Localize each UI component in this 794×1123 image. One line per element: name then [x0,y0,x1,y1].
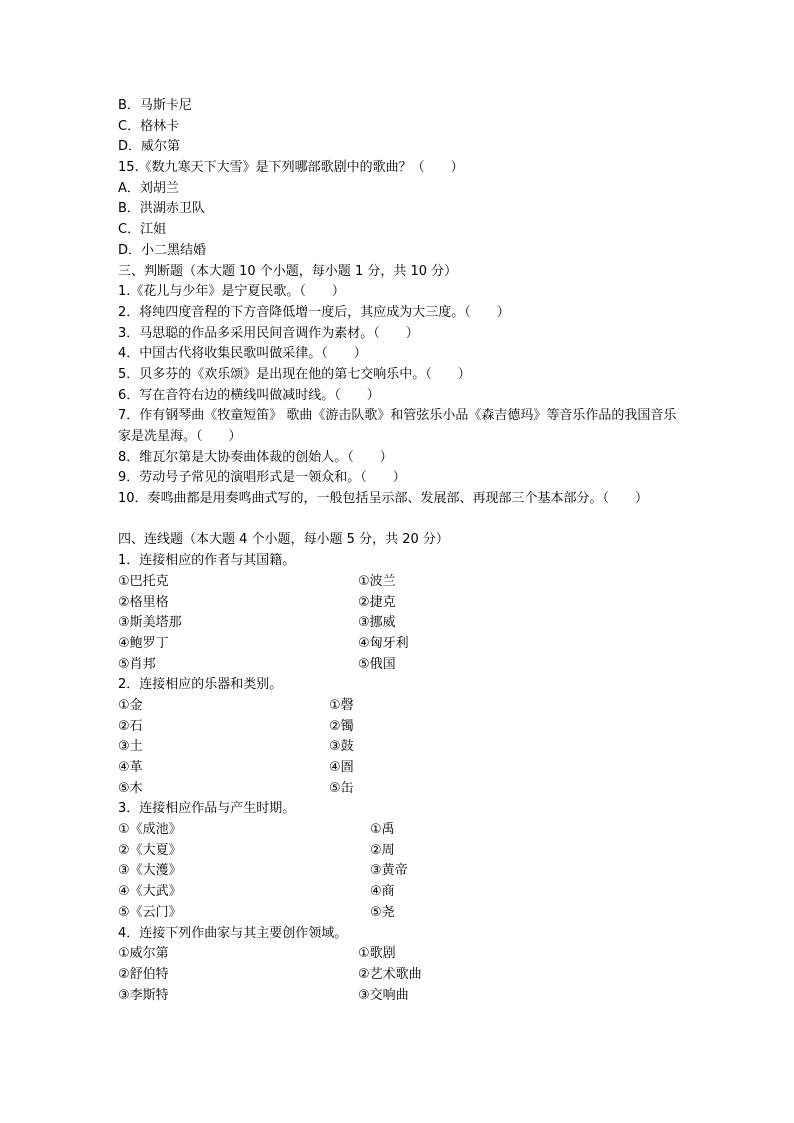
q14-option-b: B．马斯卡尼 [118,98,192,113]
judge-item: 9．劳动号子常见的演唱形式是一领众和。（ ） [118,470,406,486]
match-right: ②艺术歌曲 [358,966,422,982]
match-right: ③鼓 [329,739,354,755]
section3-heading: 三、判断题（本大题 10 个小题，每小题 1 分，共 10 分） [118,263,458,279]
match-left: ③《大濩》 [118,863,182,879]
match-row [118,737,678,758]
match-right: ③黄帝 [370,863,408,879]
match-right: ①歌剧 [358,946,396,962]
match-row [118,696,678,717]
judge-item: 7．作有钢琴曲《牧童短笛》 歌曲《游击队歌》和管弦乐小品《森吉德玛》等音乐作品的我国音乐家是冼星海。（ ） [118,408,677,445]
match-right: ①波兰 [358,573,396,589]
match-row [118,593,678,614]
match-group-title: 4．连接下列作曲家与其主要创作领域。 [118,925,348,941]
judge-item: 2．将纯四度音程的下方音降低增一度后，其应成为大三度。（ ） [118,304,510,320]
judge-item: 6．写在音符右边的横线叫做减时线。（ ） [118,387,380,403]
match-left: ④《大武》 [118,884,182,900]
match-row [118,758,678,779]
match-row [118,861,678,882]
q14-option-d: D．威尔第 [118,139,181,155]
match-right: ①磬 [329,697,354,713]
match-row [118,841,678,862]
match-right: ③挪威 [358,615,396,631]
match-right: ⑤缶 [329,780,354,796]
match-row [118,613,678,634]
judge-item: 1.《花儿与少年》是宁夏民歌。（ ） [118,284,345,300]
match-left: ③李斯特 [118,987,169,1003]
match-left: ⑤肖邦 [118,656,156,672]
match-left: ⑤木 [118,780,143,796]
match-right: ⑤俄国 [358,656,396,672]
match-row [118,779,678,800]
match-left: ①巴托克 [118,573,169,589]
judge-item: 3．马思聪的作品多采用民间音调作为素材。（ ） [118,325,419,341]
match-right: ①禹 [370,822,395,838]
match-right: ④匈牙利 [358,635,409,651]
match-left: ①《成池》 [118,822,182,838]
match-left: ②石 [118,718,143,734]
match-row [118,820,678,841]
match-left: ⑤《云门》 [118,904,182,920]
q15-option-b: B．洪湖赤卫队 [118,201,205,217]
match-left: ①金 [118,697,143,713]
match-right: ②周 [370,842,395,858]
match-row [118,882,678,903]
match-row [118,572,678,593]
judge-item: 10．奏鸣曲都是用奏鸣曲式写的，一般包括呈示部、发展部、再现部三个基本部分。（ ） [118,491,649,507]
judge-item: 4．中国古代将收集民歌叫做采律。（ ） [118,346,367,362]
match-group-title: 3．连接相应作品与产生时期。 [118,801,296,817]
q15-question: 15.《数九寒天下大雪》是下列哪部歌剧中的歌曲？（ ） [118,160,464,176]
match-row [118,717,678,738]
q14-option-c: C．格林卡 [118,118,180,134]
judge-item: 8．维瓦尔第是大协奏曲体裁的创始人。（ ） [118,449,393,465]
match-left: ②格里格 [118,594,169,610]
match-left: ④革 [118,760,143,776]
match-group-title: 2．连接相应的乐器和类别。 [118,677,283,693]
match-row [118,944,678,965]
exam-page [118,96,678,1006]
match-right: ②捷克 [358,594,396,610]
q15-option-c: C．江姐 [118,222,167,238]
match-right: ④商 [370,884,395,900]
q15-option-a: A．刘胡兰 [118,180,179,196]
match-row [118,634,678,655]
match-left: ③土 [118,739,143,755]
section4-heading: 四、连线题（本大题 4 个小题，每小题 5 分，共 20 分） [118,532,449,548]
judge-item: 5．贝多芬的《欢乐颂》是出现在他的第七交响乐中。（ ） [118,366,471,382]
match-row [118,986,678,1007]
match-left: ②《大夏》 [118,842,182,858]
match-group-title: 1．连接相应的作者与其国籍。 [118,553,296,569]
match-row [118,965,678,986]
match-right: ②镯 [329,718,354,734]
match-right: ⑤尧 [370,904,395,920]
match-left: ④鲍罗丁 [118,635,169,651]
match-left: ②舒伯特 [118,966,169,982]
match-row [118,655,678,676]
match-right: ③交响曲 [358,987,409,1003]
q15-option-d: D．小二黑结婚 [118,242,207,258]
match-left: ①威尔第 [118,946,169,962]
match-left: ③斯美塔那 [118,615,182,631]
match-row [118,903,678,924]
match-right: ④圄 [329,760,354,776]
